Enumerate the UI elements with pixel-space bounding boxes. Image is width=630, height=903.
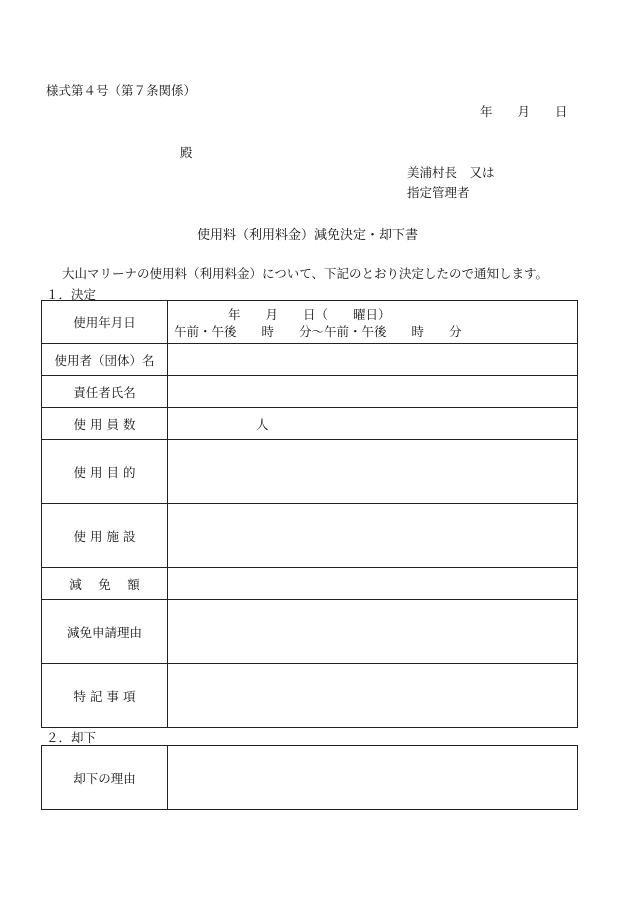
usage-date-line2: 午前・午後 時 分～午前・午後 時 分 bbox=[174, 324, 462, 339]
responsible-label: 責任者氏名 bbox=[42, 376, 168, 408]
reason-label: 減免申請理由 bbox=[42, 600, 168, 664]
amount-field[interactable] bbox=[168, 568, 578, 600]
section1-heading: １．決定 bbox=[46, 287, 97, 302]
recipient-suffix: 殿 bbox=[180, 145, 193, 160]
form-number: 様式第４号（第７条関係） bbox=[46, 83, 197, 98]
date-line: 年 月 日 bbox=[480, 104, 568, 119]
intro-text: 大山マリーナの使用料（利用料金）について、下記のとおり決定したので通知します。 bbox=[62, 266, 549, 281]
row-notes bbox=[42, 664, 578, 728]
facility-field[interactable] bbox=[168, 504, 578, 568]
row-purpose bbox=[42, 440, 578, 504]
usage-date-line1: 年 月 日（ 曜日） bbox=[228, 307, 391, 322]
count-unit: 人 bbox=[256, 416, 269, 432]
row-rejection-reason bbox=[42, 746, 578, 810]
rejection-reason-field[interactable] bbox=[168, 746, 578, 810]
notes-field[interactable] bbox=[168, 664, 578, 728]
row-reason bbox=[42, 600, 578, 664]
issuer-line-2: 指定管理者 bbox=[407, 185, 470, 200]
row-facility bbox=[42, 504, 578, 568]
issuer-line-1: 美浦村長 又は bbox=[407, 165, 495, 180]
section2-heading: ２．却下 bbox=[46, 730, 97, 745]
decision-table bbox=[41, 300, 578, 728]
user-label: 使用者（団体）名 bbox=[42, 344, 168, 376]
notes-label: 特 記 事 項 bbox=[42, 664, 168, 728]
purpose-field[interactable] bbox=[168, 440, 578, 504]
user-field[interactable] bbox=[168, 344, 578, 376]
usage-date-field[interactable] bbox=[168, 301, 578, 344]
responsible-field[interactable] bbox=[168, 376, 578, 408]
purpose-label: 使 用 目 的 bbox=[42, 440, 168, 504]
row-amount bbox=[42, 568, 578, 600]
reason-field[interactable] bbox=[168, 600, 578, 664]
rejection-table bbox=[41, 745, 578, 810]
row-responsible bbox=[42, 376, 578, 408]
row-count bbox=[42, 408, 578, 440]
document-title: 使用料（利用料金）減免決定・却下書 bbox=[197, 228, 419, 243]
row-usage-date bbox=[42, 301, 578, 344]
amount-label: 減 免 額 bbox=[42, 568, 168, 600]
count-label: 使 用 員 数 bbox=[42, 408, 168, 440]
facility-label: 使 用 施 設 bbox=[42, 504, 168, 568]
usage-date-label: 使用年月日 bbox=[42, 301, 168, 344]
rejection-reason-label: 却下の理由 bbox=[42, 746, 168, 810]
count-field[interactable] bbox=[168, 408, 578, 440]
row-user bbox=[42, 344, 578, 376]
